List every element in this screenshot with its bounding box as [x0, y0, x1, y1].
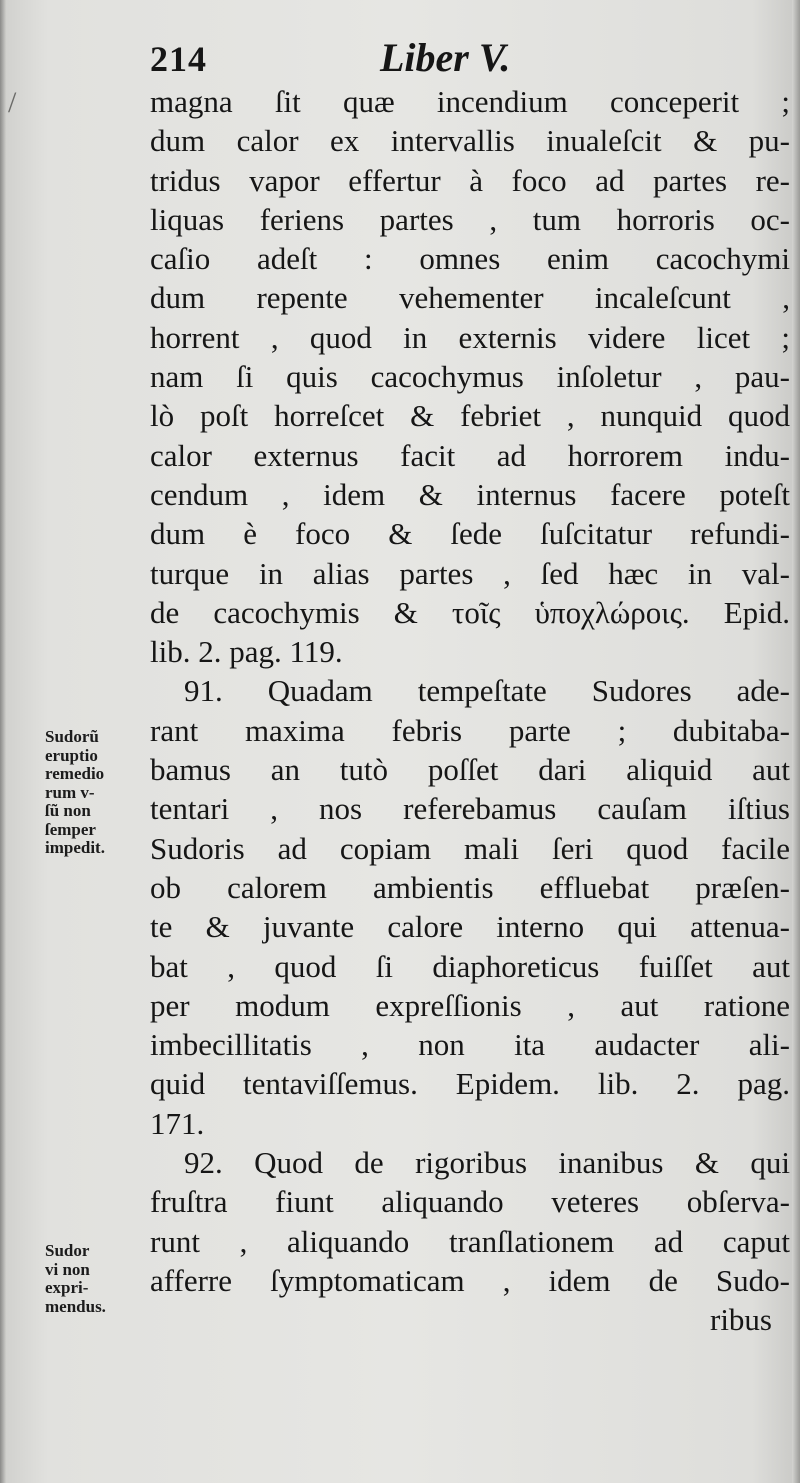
margin-note-line: ſũ non	[45, 801, 91, 820]
text-line: runt , aliquando tranſlationem ad caput	[150, 1223, 790, 1259]
text-line: fruſtra fiunt aliquando veteres obſerva-	[150, 1184, 790, 1220]
page-number: 214	[150, 39, 207, 79]
text-line: cendum , idem & internus facere poteſt	[150, 476, 790, 512]
margin-note-line: Sudorũ	[45, 727, 99, 746]
margin-note-line: impedit.	[45, 838, 105, 857]
text-line: turque in alias partes , ſed hæc in val-	[150, 555, 790, 591]
margin-note-sudoris-eruptio	[45, 728, 155, 858]
text-line: dum repente vehementer incaleſcunt ,	[150, 280, 790, 316]
text-line: te & juvante calore interno qui attenua-	[150, 909, 790, 945]
text-line: 91. Quadam tempeſtate Sudores ade-	[184, 673, 790, 709]
text-line: nam ſi quis cacochymus inſoletur , pau-	[150, 359, 790, 395]
page-edge-left	[0, 0, 6, 1483]
text-line: 92. Quod de rigoribus inanibus & qui	[184, 1145, 790, 1181]
text-line: de cacochymis & τοῖς ὑποχλώροις. Epid.	[150, 594, 790, 630]
text-line: imbecillitatis , non ita audacter ali-	[150, 1027, 790, 1063]
margin-note-line: Sudor	[45, 1241, 90, 1260]
text-line: ob calorem ambientis effluebat præſen-	[150, 869, 790, 905]
text-line: bamus an tutò poſſet dari aliquid aut	[150, 752, 790, 788]
text-line: quid tentaviſſemus. Epidem. lib. 2. pag.	[150, 1066, 790, 1102]
page-edge-right	[792, 0, 800, 1483]
text-line: dum è foco & ſede ſuſcitatur refundi-	[150, 516, 790, 552]
paragraph-start-92	[150, 1143, 790, 1182]
text-line: rant maxima febris parte ; dubitaba-	[150, 712, 790, 748]
running-title: Liber V.	[380, 35, 511, 80]
margin-note-line: rum v-	[45, 782, 95, 802]
text-line: horrent , quod in externis videre licet ;	[150, 319, 790, 355]
margin-note-line: eruptio	[45, 745, 98, 765]
text-line: calor externus facit ad horrorem indu-	[150, 437, 790, 473]
text-line: bat , quod ſi diaphoreticus fuiſſet aut	[150, 948, 790, 984]
catchword: ribus	[710, 1302, 772, 1338]
margin-note-line: expri-	[45, 1278, 89, 1297]
text-line: tentari , nos referebamus cauſam iſtius	[150, 791, 790, 827]
paragraph-start-91	[150, 671, 790, 710]
text-line: Sudoris ad copiam mali ſeri quod facile	[150, 830, 790, 866]
text-line: lib. 2. pag. 119.	[150, 634, 343, 670]
margin-note-line: ſemper	[45, 819, 96, 839]
text-line: magna ſit quæ incendium conceperit ;	[150, 84, 790, 119]
text-line: per modum expreſſionis , aut ratione	[150, 987, 790, 1023]
page-header	[150, 34, 760, 84]
text-line: caſio adeſt : omnes enim cacochymi	[150, 241, 790, 277]
margin-note-line: mendus.	[45, 1296, 106, 1316]
pencil-mark: /	[8, 86, 17, 119]
body-text	[150, 82, 790, 1340]
text-line: lò poſt horreſcet & febriet , nunquid quod	[150, 398, 790, 434]
margin-note-line: remedio	[45, 764, 105, 783]
margin-note-line: vi non	[45, 1259, 90, 1279]
margin-note-sudor-vi	[45, 1242, 155, 1316]
text-line: 171.	[150, 1105, 205, 1141]
text-line: liquas feriens partes , tum horroris oc-	[150, 201, 790, 237]
text-line: afferre ſymptomaticam , idem de Sudo-	[150, 1262, 790, 1298]
text-line: dum calor ex intervallis inualeſcit & pu-	[150, 123, 790, 159]
text-line: tridus vapor effertur à foco ad partes re-	[150, 162, 790, 198]
